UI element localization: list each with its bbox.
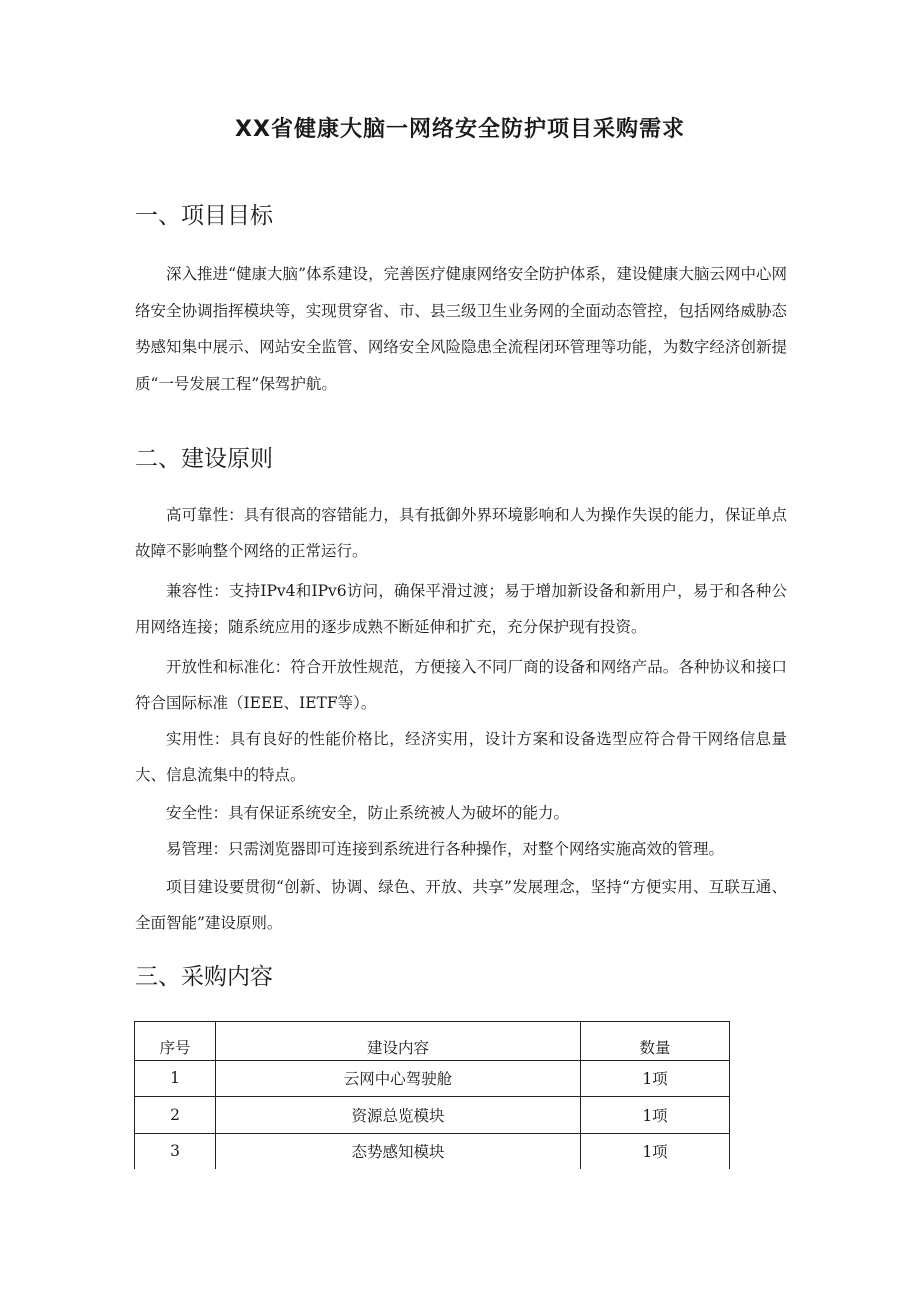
procurement-table (134, 1021, 730, 1169)
header-construction-content: 建设内容 (216, 1022, 581, 1061)
table-header-row (135, 1022, 730, 1061)
cell-serial: 3 (135, 1133, 216, 1169)
cell-content: 云网中心驾驶舱 (216, 1060, 581, 1097)
paragraph-project-goal: 深入推进“健康大脑”体系建设，完善医疗健康网络安全防护体系，建设健康大脑云网中心网络安全协调指挥模块等，实现贯穿省、市、县三级卫生业务网的全面动态管控，包括网络威胁态势感知集中展示、网站安全监管、网络安全风险隐患全流程闭环管理等功能，为数字经济创新提质“一号发展工程”保驾护航。 (135, 265, 787, 393)
paragraph-compatibility: 兼容性：支持IPv4和IPv6访问，确保平滑过渡；易于增加新设备和新用户，易于和各种公用网络连接；随系统应用的逐步成熟不断延伸和扩充，充分保护现有投资。 (135, 582, 787, 636)
paragraph-openness-standardization: 开放性和标准化：符合开放性规范，方便接入不同厂商的设备和网络产品。各种协议和接口符合国际标准（IEEE、IETF等）。 (135, 658, 787, 712)
header-serial-number: 序号 (135, 1022, 216, 1061)
cell-serial: 1 (135, 1060, 216, 1097)
paragraph-development-philosophy: 项目建设要贯彻“创新、协调、绿色、开放、共享”发展理念，坚持“方便实用、互联互通、全面智能”建设原则。 (135, 878, 787, 932)
table-row (135, 1060, 730, 1097)
paragraph-practicality: 实用性：具有良好的性能价格比，经济实用，设计方案和设备选型应符合骨干网络信息量大、信息流集中的特点。 (135, 730, 787, 784)
header-quantity: 数量 (581, 1022, 730, 1061)
paragraph-security: 安全性：具有保证系统安全，防止系统被人为破坏的能力。 (166, 804, 570, 822)
paragraph-easy-management: 易管理：只需浏览器即可连接到系统进行各种操作，对整个网络实施高效的管理。 (166, 840, 725, 858)
document-title: XX省健康大脑一网络安全防护项目采购需求 (235, 117, 685, 142)
cell-quantity: 1项 (581, 1097, 730, 1134)
section-heading-construction-principles: 二、建设原则 (135, 446, 273, 472)
section-heading-procurement-content: 三、采购内容 (135, 964, 273, 990)
section-heading-project-goal: 一、项目目标 (135, 203, 273, 229)
cell-content: 资源总览模块 (216, 1097, 581, 1134)
cell-quantity: 1项 (581, 1133, 730, 1169)
cell-content: 态势感知模块 (216, 1133, 581, 1169)
table-row (135, 1097, 730, 1134)
table-row (135, 1133, 730, 1169)
paragraph-high-reliability: 高可靠性：具有很高的容错能力，具有抵御外界环境影响和人为操作失误的能力，保证单点故障不影响整个网络的正常运行。 (135, 506, 787, 560)
cell-quantity: 1项 (581, 1060, 730, 1097)
cell-serial: 2 (135, 1097, 216, 1134)
